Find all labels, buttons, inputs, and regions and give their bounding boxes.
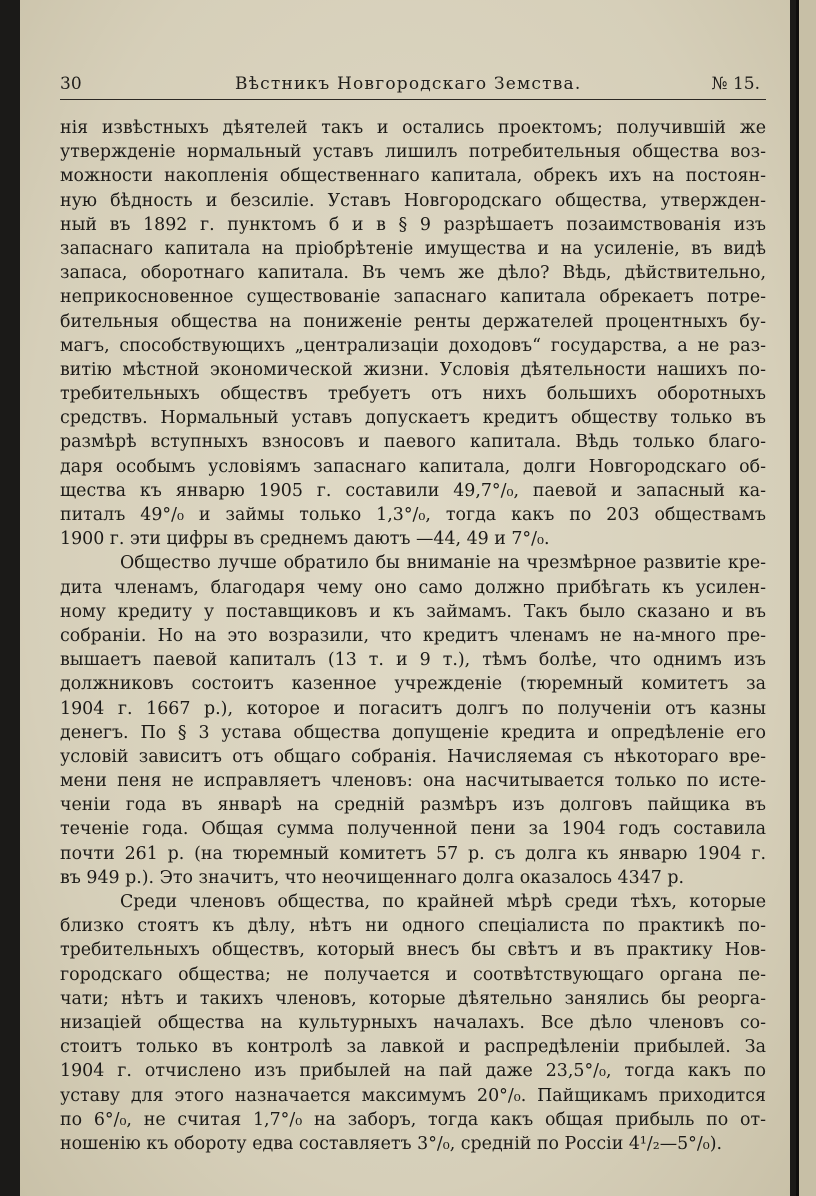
text-line: питалъ 49°/₀ и займы только 1,3°/₀, тогда какъ по 203 обществамъ <box>60 505 766 525</box>
text-line: дита членамъ, благодаря чему оно само должно прибѣгать къ усилен- <box>60 577 766 598</box>
text-line: ный въ 1892 г. пунктомъ б и в § 9 разрѣшаетъ позаимствованія изъ <box>60 214 766 235</box>
text-line: размѣрѣ вступныхъ взносовъ и паевого капитала. Вѣдь только благо- <box>60 432 766 453</box>
text-line: ную бѣдность и безсиліе. Уставъ Новгородскаго общества, утвержден- <box>60 190 766 211</box>
header-rule <box>60 99 766 100</box>
text-line: можности накопленія общественнаго капитала, обрекъ ихъ на постоян- <box>60 166 766 187</box>
text-line: теченіе года. Общая сумма полученной пени за 1904 годъ составила <box>60 819 766 840</box>
text-line: по 6°/₀, не считая 1,7°/₀ на заборъ, тогда какъ общая прибыль по от- <box>60 1109 766 1130</box>
text-line: 1900 г. эти цифры въ среднемъ даютъ —44, 49 и 7°/₀. <box>60 529 550 550</box>
adjacent-page-edge <box>796 0 816 1196</box>
running-header <box>60 70 760 100</box>
text-line: утвержденіе нормальный уставъ лишилъ потребительныя общества воз- <box>60 142 766 163</box>
text-line: почти 261 р. (на тюремный комитетъ 57 р. съ долга къ январю 1904 г. <box>60 843 766 864</box>
text-line: Среди членовъ общества, по крайней мѣрѣ среди тѣхъ, которые <box>120 892 766 912</box>
text-line: требительныхъ обществъ требуетъ отъ нихъ большихъ оборотныхъ <box>60 384 766 405</box>
text-line: средствъ. Нормальный уставъ допускаетъ кредитъ обществу только въ <box>60 408 766 429</box>
text-line: мени пеня не исправляетъ членовъ: она насчитывается только по исте- <box>60 771 766 792</box>
text-line: ношенію къ обороту едва составляетъ 3°/₀, средній по Россіи 4¹/₂—5°/₀). <box>60 1133 723 1154</box>
text-line: щества къ январю 1905 г. составили 49,7°/₀, паевой и запасный ка- <box>60 480 766 501</box>
text-line: собраніи. Но на это возразили, что кредитъ членамъ не на-много пре- <box>60 625 766 646</box>
text-line: 1904 г. 1667 р.), которое и погаситъ долгъ по полученіи отъ казны <box>60 698 766 719</box>
text-line: стоитъ только въ контролѣ за лавкой и распредѣленіи прибылей. За <box>60 1037 766 1058</box>
text-line: 1904 г. отчислено изъ прибылей на пай даже 23,5°/₀, тогда какъ по <box>60 1061 766 1082</box>
text-line: витію мѣстной экономической жизни. Условія дѣятельности нашихъ по- <box>60 359 766 380</box>
text-line: требительныхъ обществъ, который внесъ бы свѣтъ и въ практику Нов- <box>60 940 766 961</box>
text-line: ному кредиту у поставщиковъ и къ займамъ. Такъ было сказано и въ <box>60 601 766 622</box>
body-text <box>60 116 766 1156</box>
text-line: должниковъ состоитъ казенное учрежденіе (тюремный комитетъ за <box>60 674 766 695</box>
text-line: неприкосновенное существованіе запаснаго капитала обрекаетъ потре- <box>60 287 766 308</box>
text-line: близко стоятъ къ дѣлу, нѣтъ ни одного спеціалиста по практикѣ по- <box>60 916 766 937</box>
text-line: магъ, способствующихъ „централизаціи доходовъ“ государства, а не раз- <box>60 335 766 356</box>
text-line: Общество лучше обратило бы вниманіе на чрезмѣрное развитіе кре- <box>120 553 766 574</box>
text-line: вышаетъ паевой капиталъ (13 т. и 9 т.), тѣмъ болѣе, что однимъ изъ <box>60 650 766 671</box>
text-line: чати; нѣтъ и такихъ членовъ, которые дѣятельно занялись бы реорга- <box>60 988 766 1009</box>
text-line: городскаго общества; не получается и соотвѣтствующаго органа пе- <box>60 964 766 985</box>
journal-title: Вѣстникъ Новгородскаго Земства. <box>235 74 582 94</box>
text-line: уставу для этого назначается максимумъ 20°/₀. Пайщикамъ приходится <box>60 1085 766 1106</box>
text-line: запаса, оборотнаго капитала. Въ чемъ же дѣло? Вѣдь, дѣйствительно, <box>60 263 766 284</box>
text-line: бительныя общества на пониженіе ренты держателей процентныхъ бу- <box>60 311 766 332</box>
text-line: запаснаго капитала на пріобрѣтеніе имущества и на усиленіе, въ видѣ <box>60 238 766 259</box>
text-line: даря особымъ условіямъ запаснаго капитала, долги Новгородскаго об- <box>60 456 766 477</box>
page-number: 30 <box>60 74 82 94</box>
text-line: ченіи года въ январѣ на средній размѣръ изъ долговъ пайщика въ <box>60 795 766 816</box>
text-line: въ 949 р.). Это значитъ, что неочищеннаго долга оказалось 4347 р. <box>60 867 684 888</box>
text-line: условій зависитъ отъ общаго собранія. Начисляемая съ нѣкотораго вре- <box>60 746 766 767</box>
text-line: низаціей общества на культурныхъ началахъ. Все дѣло членовъ со- <box>60 1012 766 1033</box>
issue-number: № 15. <box>711 74 760 94</box>
text-line: нія извѣстныхъ дѣятелей такъ и остались проектомъ; получившій же <box>60 118 766 138</box>
text-line: денегъ. По § 3 устава общества допущеніе кредита и опредѣленіе его <box>60 722 766 743</box>
